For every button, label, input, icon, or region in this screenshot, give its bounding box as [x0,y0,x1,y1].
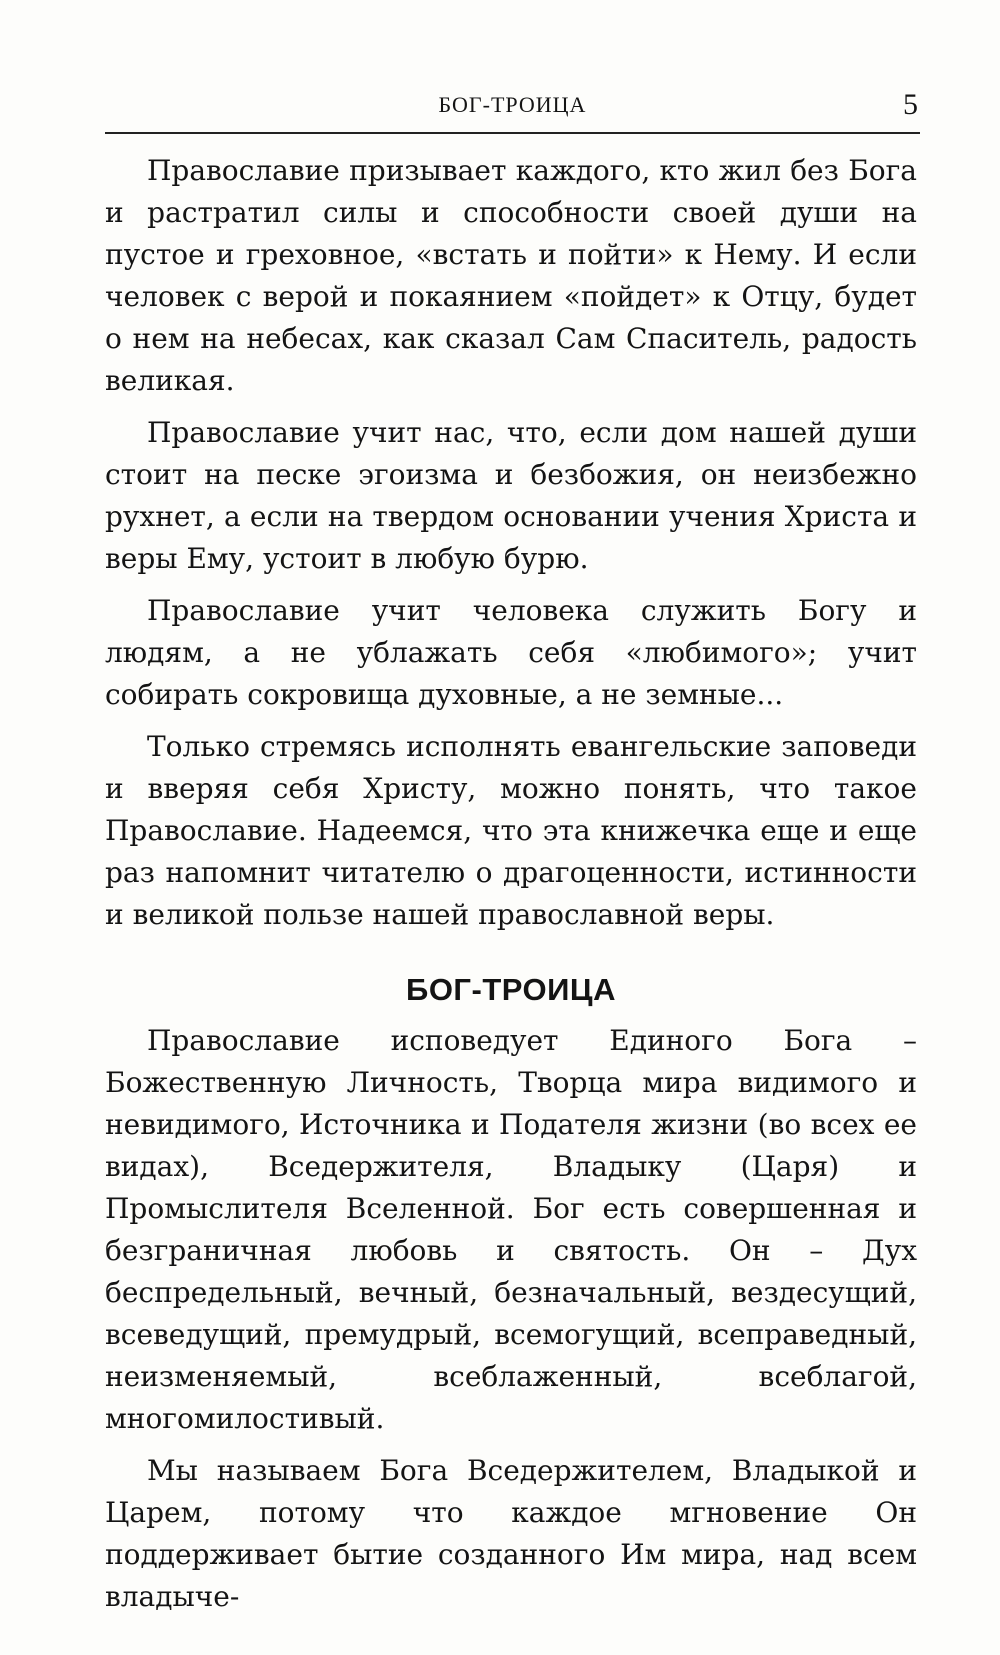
paragraph: Православие исповедует Единого Бога – Божественную Личность, Творца мира видимого и невидимого, Источника и Подателя жизни (во всех ее видах), Вседержителя, Владыку (Царя) и Промыслителя Вселенной. Бог есть совершенная и безграничная любовь и святость. Он – Дух беспредельный, вечный, безначальный, вездесущий, всеведущий, премудрый, всемогущий, всеправедный, неизменяемый, всеблаженный, всеблагой, многомилостивый. [105,1024,917,1435]
paragraph: Мы называем Бога Вседержителем, Владыкой и Царем, потому что каждое мгновение Он поддерживает бытие созданного Им мира, над всем владыче- [105,1454,917,1613]
running-header [105,88,920,134]
running-title: БОГ-ТРОИЦА [438,92,587,117]
paragraph: Православие призывает каждого, кто жил без Бога и растратил силы и способности своей души на пустое и греховное, «встать и пойти» к Нему. И если человек с верой и покаянием «пойдет» к Отцу, будет о нем на небесах, как сказал Сам Спаситель, радость великая. [105,154,917,397]
paragraph: Только стремясь исполнять евангельские заповеди и вверяя себя Христу, можно понять, что такое Православие. Надеемся, что эта книжечка еще и еще раз напомнит читателю о драгоценности, истинности и великой пользе нашей православной веры. [105,730,917,931]
section-heading: БОГ-ТРОИЦА [406,972,616,1007]
page-number: 5 [903,88,918,121]
body-text [105,150,917,1628]
paragraph: Православие учит человека служить Богу и людям, а не ублажать себя «любимого»; учит собирать сокровища духовные, а не земные... [105,594,917,711]
paragraph: Православие учит нас, что, если дом нашей души стоит на песке эгоизма и безбожия, он неизбежно рухнет, а если на твердом основании учения Христа и веры Ему, устоит в любую бурю. [105,416,917,575]
